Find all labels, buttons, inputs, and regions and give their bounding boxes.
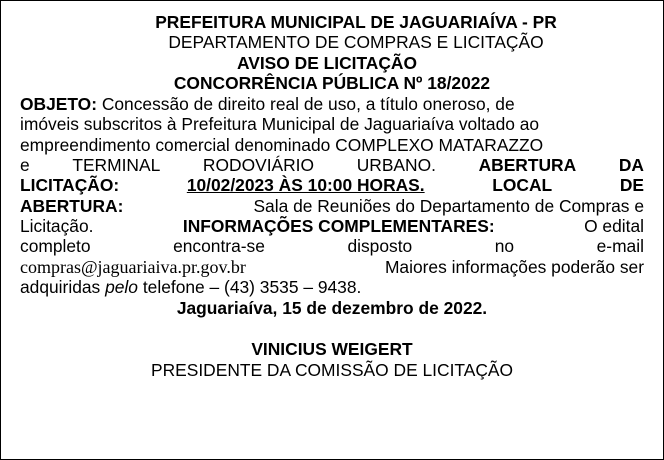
notice-number: CONCORRÊNCIA PÚBLICA Nº 18/2022 [173,72,491,93]
body-line-9 [20,257,644,277]
info-word-pelo: pelo [105,276,138,297]
signer-name: VINICIUS WEIGERT [251,339,413,360]
header-municipality: PREFEITURA MUNICIPAL DE JAGUARIAÍVA - PR [155,12,557,32]
notice-title: AVISO DE LICITAÇÃO [236,52,418,73]
info-word-disposto: disposto [347,236,413,257]
info-text-1: O edital [584,215,644,236]
contact-email: compras@jaguariaiva.pr.gov.br [20,256,246,277]
opening-location: Sala de Reuniões do Departamento de Compras e [253,195,644,216]
objeto-text: Concessão de direito real de uso, a título oneroso, de [101,94,515,115]
info-word-completo: completo [20,236,91,257]
info-word-no: no [494,236,515,257]
info-word-email: e-mail [596,236,644,257]
objeto-label: OBJETO: [20,94,97,115]
objeto-text-3: empreendimento comercial denominado COMPLEXO MATARAZZO [20,134,544,155]
info-word-encontra: encontra-se [173,236,265,257]
word-e: e [20,155,30,176]
abertura-label: ABERTURA [478,155,577,176]
body-line-1 [20,94,644,114]
body-line-2 [20,114,644,134]
word-terminal: TERMINAL [72,155,161,176]
body-line-5 [20,175,644,195]
opening-location-2: Licitação. [20,215,94,236]
notice-date: Jaguariaíva, 15 de dezembro de 2022. [176,298,488,319]
objeto-text-2: imóveis subscritos à Prefeitura Municipal de Jaguariaíva voltado ao [20,114,540,135]
licitacao-label: LICITAÇÃO: [20,175,120,196]
body-line-8 [20,236,644,256]
abertura-location-label: ABERTURA: [20,195,124,216]
info-label: INFORMAÇÕES COMPLEMENTARES: [182,215,495,236]
info-word-adquiridas: adquiridas [20,276,101,297]
body-line-7 [20,216,644,236]
local-label: LOCAL [492,175,553,196]
body-line-6 [20,196,644,216]
body-line-4 [20,155,644,175]
header-department: DEPARTAMENTO DE COMPRAS E LICITAÇÃO [168,32,544,53]
notice-body [20,94,644,297]
contact-phone: telefone – (43) 3535 – 9438. [142,276,362,297]
body-line-3 [20,135,644,155]
opening-datetime: 10/02/2023 ÀS 10:00 HORAS. [186,175,425,196]
word-rodoviario: RODOVIÁRIO [202,155,315,176]
body-line-10 [20,277,644,297]
word-urbano: URBANO. [356,155,436,176]
abertura-label-da: DA [618,155,644,176]
local-label-de: DE [619,175,644,196]
info-text-3: Maiores informações poderão ser [384,256,644,277]
signer-role: PRESIDENTE DA COMISSÃO DE LICITAÇÃO [150,359,514,380]
